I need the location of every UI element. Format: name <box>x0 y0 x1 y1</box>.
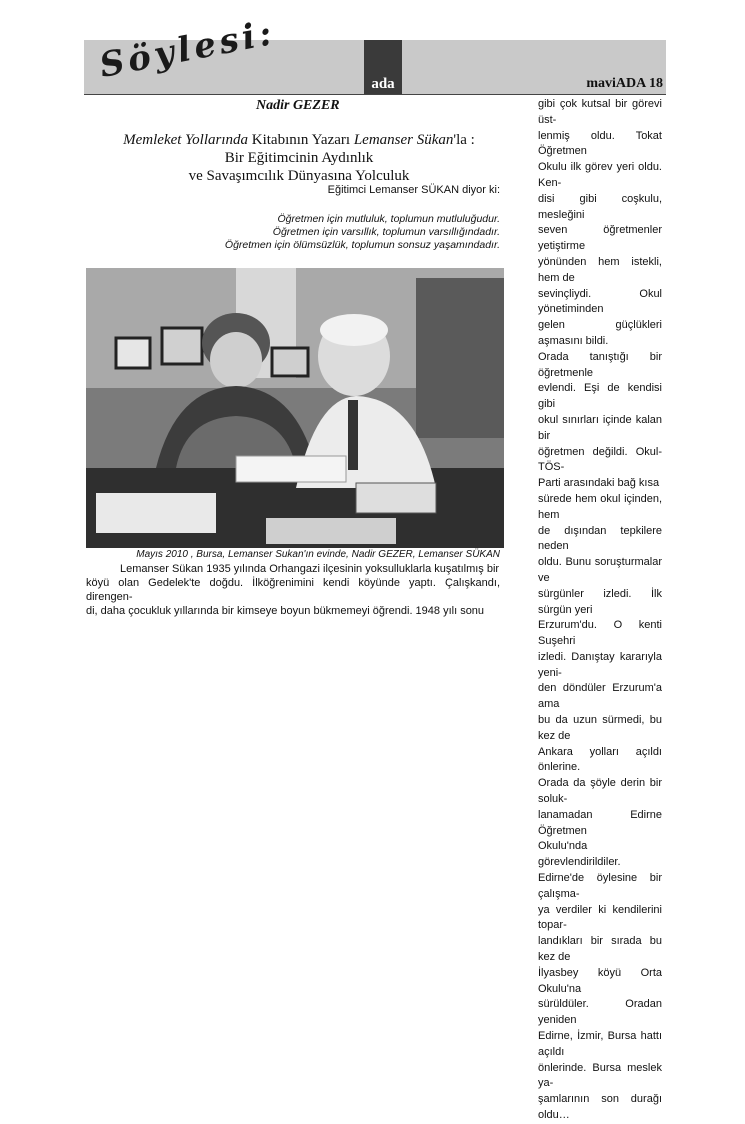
body-line: Lemanser Sükan 1935 yılında Orhangazi ilçesinin yoksulluklarla kuşatılmış bir <box>120 563 500 575</box>
ada-logo-text: ada <box>371 76 395 92</box>
right-column-line: sürgünler izledi. İlk sürgün yeri <box>538 587 662 616</box>
article-body <box>86 562 500 618</box>
right-column-line: şamlarının son durağı oldu… <box>538 1093 662 1121</box>
right-column-line: sürede hem okul içinden, hem <box>538 492 662 521</box>
title-plain-2: 'la : <box>453 132 475 148</box>
right-column-line: lenmiş oldu. Tokat Öğretmen <box>538 129 662 158</box>
title-italic-2: Lemanser Sükan <box>353 132 454 148</box>
quote-line: Öğretmen için ölümsüzlük, toplumun sonsuz yaşamındadır. <box>224 239 500 251</box>
author-name: Nadir GEZER <box>256 98 340 113</box>
right-column-line: öğretmen değildi. Okul-TÖS- <box>538 445 662 474</box>
quote-block <box>86 213 500 252</box>
right-column-line: Orada tanıştığı bir öğretmenle <box>538 350 662 379</box>
right-column-line: Edirne'de öylesine bir çalışma- <box>538 872 662 900</box>
section-title: Söylesi: <box>96 12 279 87</box>
right-column-line: sevinçliydi. Okul yönetiminden <box>538 287 662 316</box>
right-column-line: Orada da şöyle derin bir soluk- <box>538 777 662 806</box>
article-title <box>86 131 512 185</box>
interview-photo <box>86 268 504 548</box>
right-column-line: önlerinde. Bursa meslek ya- <box>538 1061 662 1090</box>
right-column-text <box>538 97 662 1124</box>
photo-illustration <box>86 268 504 548</box>
title-plain-1: Kitabının Yazarı <box>248 132 354 148</box>
right-column-line: ya verdiler ki kendilerini topar- <box>538 903 662 932</box>
right-column-line: okul sınırları içinde kalan bir <box>538 413 662 442</box>
body-line: köyü olan Gedelek'te doğdu. İlköğrenimini kendi köyünde yaptı. Çalışkandı, direngen- <box>86 577 500 603</box>
right-column-line: gibi çok kutsal bir görevi üst- <box>538 98 662 126</box>
right-column-line: den döndüler Erzurum'a ama <box>538 682 662 711</box>
quote-line: Öğretmen için varsıllık, toplumun varsıllığındadır. <box>272 226 500 238</box>
right-column-line: Okulu ilk görev yeri oldu. Ken- <box>538 161 662 189</box>
ada-logo-box <box>364 40 402 94</box>
photo-caption: Mayıs 2010 , Bursa, Lemanser Sukan'ın evinde, Nadir GEZER, Lemanser SÜKAN <box>136 549 500 560</box>
byline: Eğitimci Lemanser SÜKAN diyor ki: <box>327 184 500 196</box>
right-column-line: landıkları bir sırada bu kez de <box>538 935 662 964</box>
right-column-line: Edirne, İzmir, Bursa hattı açıldı <box>538 1030 662 1058</box>
right-column-line: de dışından tepkilere neden <box>538 524 662 553</box>
right-column-line: disi gibi coşkulu, mesleğini <box>538 192 662 221</box>
body-line: di, daha çocukluk yıllarında bir kimseye boyun bükmemeyi öğrendi. 1948 yılı sonu <box>86 605 485 617</box>
right-column-line: Erzurum'du. O kenti Suşehri <box>538 619 662 648</box>
title-line-1 <box>86 131 512 149</box>
right-column-line: Parti arasındaki bağ kısa <box>538 477 660 490</box>
right-column-line: izledi. Danıştay kararıyla yeni- <box>538 650 662 679</box>
right-column-line: Okulu'nda görevlendirildiler. <box>538 840 621 869</box>
right-column-line: seven öğretmenler yetiştirme <box>538 224 662 253</box>
right-column-line: yönünden hem istekli, hem de <box>538 255 662 284</box>
right-column-line: oldu. Bunu soruşturmalar ve <box>538 556 662 584</box>
title-italic-1: Memleket Yollarında <box>123 132 248 148</box>
issue-label: maviADA 18 <box>586 76 663 91</box>
title-line-3: ve Savaşımcılık Dünyasına Yolculuk <box>188 168 410 184</box>
right-column-line: sürüldüler. Oradan yeniden <box>538 998 662 1027</box>
title-line-2: Bir Eğitimcinin Aydınlık <box>224 150 374 166</box>
right-column-line: bu da uzun sürmedi, bu kez de <box>538 714 662 742</box>
quote-line: Öğretmen için mutluluk, toplumun mutluluğudur. <box>277 213 500 225</box>
right-column-line: İlyasbey köyü Orta Okulu'na <box>538 966 662 995</box>
right-column-line: lanamadan Edirne Öğretmen <box>538 808 662 837</box>
right-column-line: Ankara yolları açıldı önlerine. <box>538 745 662 774</box>
right-column-line: evlendi. Eşi de kendisi gibi <box>538 382 662 411</box>
right-column-line: gelen güçlükleri aşmasını bildi. <box>538 319 662 347</box>
